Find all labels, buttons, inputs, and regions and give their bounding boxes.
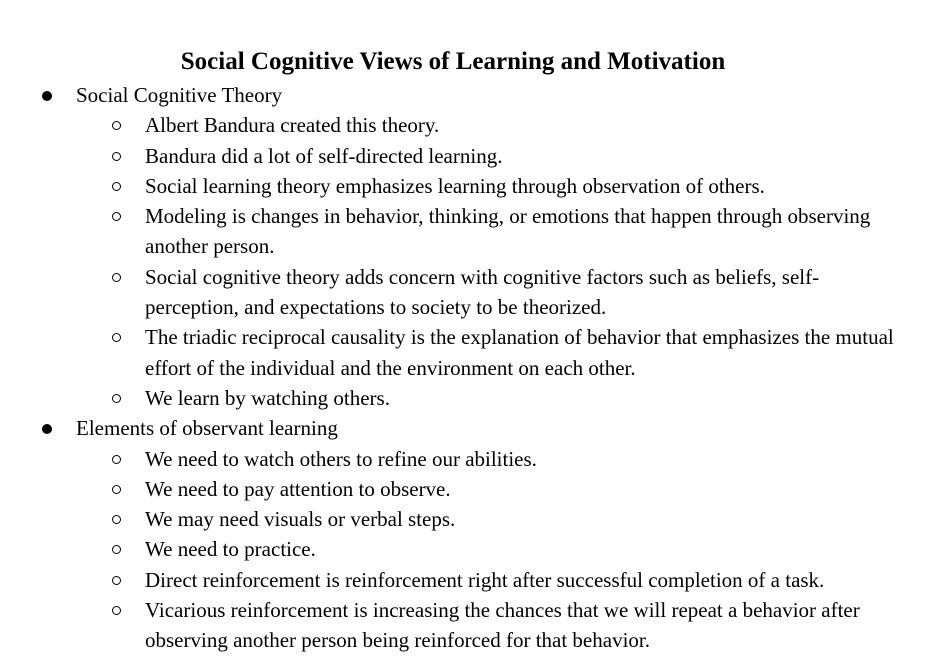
section-heading-text: Elements of observant learning [76,416,338,441]
list-item [0,504,940,534]
hollow-bullet-icon [112,333,121,342]
hollow-bullet-icon [112,606,121,615]
section-heading [0,413,940,443]
list-item [0,444,940,474]
list-item [0,110,940,140]
list-item-text: Albert Bandura created this theory. [145,113,440,138]
hollow-bullet-icon [112,152,121,161]
list-item [0,534,940,564]
list-item-text: We may need visuals or verbal steps. [145,507,456,532]
sub-list [0,110,940,413]
section-heading-text: Social Cognitive Theory [76,83,283,107]
hollow-bullet-icon [112,455,121,464]
list-item [0,141,940,171]
hollow-bullet-icon [112,545,121,554]
list-item-text: Modeling is changes in behavior, thinking, or emotions that happen through observing another person. [145,204,871,259]
hollow-bullet-icon [112,515,121,524]
list-item [0,383,940,413]
section-heading [0,80,940,110]
list-item [0,201,940,262]
list-item-text: We learn by watching others. [145,385,390,410]
list-item [0,565,940,595]
list-item-text: Direct reinforcement is reinforcement right after successful completion of a task. [145,567,825,592]
list-item-text: Bandura did a lot of self-directed learning. [145,143,503,168]
list-item-text: Vicarious reinforcement is increasing the chances that we will repeat a behavior after observing another person being reinforced for that behavior. [145,598,860,653]
hollow-bullet-icon [112,121,121,130]
list-item [0,595,940,656]
section-elements-of-observant-learning [0,413,940,655]
hollow-bullet-icon [112,273,121,282]
section-social-cognitive-theory [0,80,940,413]
hollow-bullet-icon [112,182,121,191]
list-item [0,322,940,383]
list-item-text: We need to practice. [145,537,316,562]
list-item [0,262,940,323]
list-item-text: We need to watch others to refine our abilities. [145,446,537,471]
list-item [0,171,940,201]
hollow-bullet-icon [112,394,121,403]
list-item-text: We need to pay attention to observe. [145,476,451,501]
hollow-bullet-icon [112,485,121,494]
document-title: Social Cognitive Views of Learning and Motivation [180,48,726,75]
list-item-text: Social cognitive theory adds concern with cognitive factors such as beliefs, self-perception, and expectations to society to be theorized. [145,264,820,320]
sub-list [0,444,940,656]
list-item [0,474,940,504]
filled-bullet-icon [42,424,52,434]
outline-list [0,80,940,656]
hollow-bullet-icon [112,576,121,585]
list-item-text: Social learning theory emphasizes learning through observation of others. [145,173,765,198]
list-item-text: The triadic reciprocal causality is the explanation of behavior that emphasizes the mutual effort of the individual and the environment on each other. [145,325,894,380]
hollow-bullet-icon [112,212,121,221]
filled-bullet-icon [42,91,52,101]
